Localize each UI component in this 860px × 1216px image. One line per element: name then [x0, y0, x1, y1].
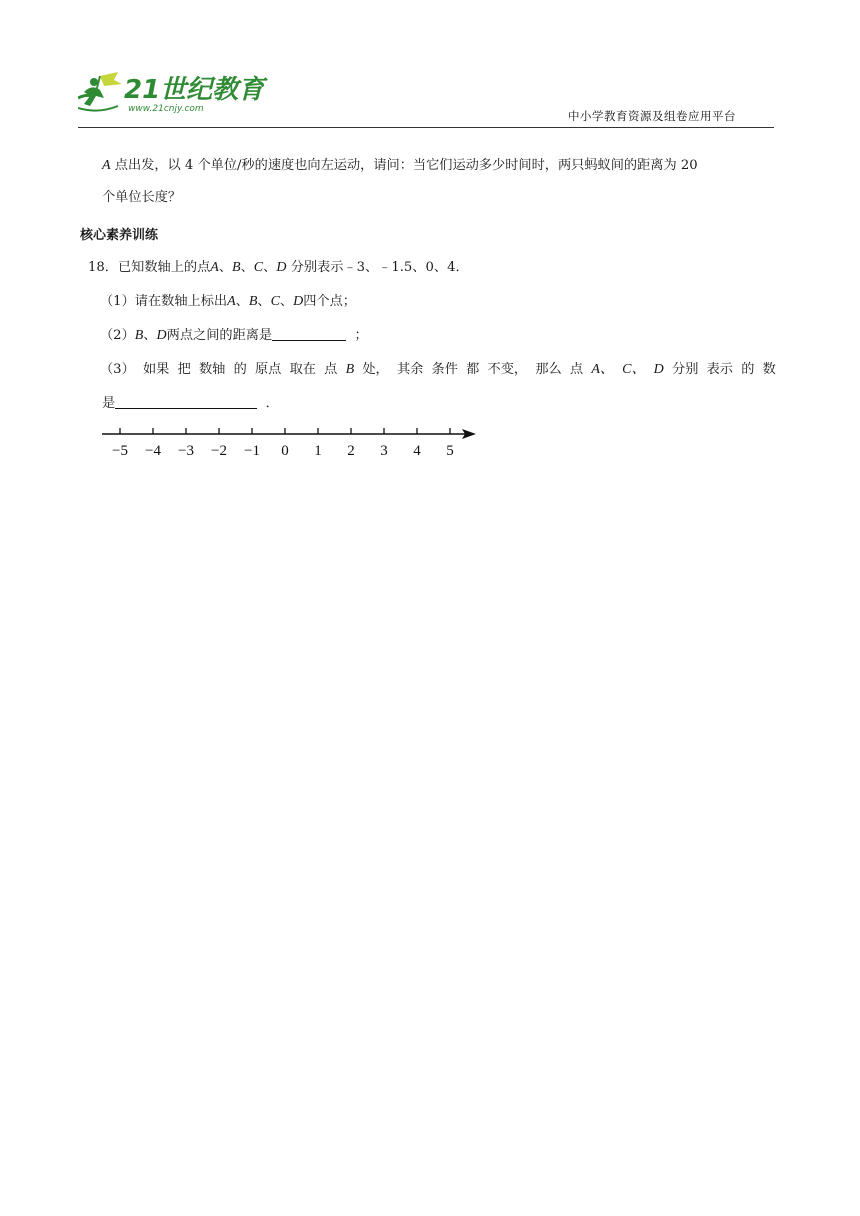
point-label-b: B [232, 260, 241, 275]
part-3-line-1 [100, 360, 776, 380]
point-label-c: C [270, 294, 280, 309]
separator: 、 [257, 294, 271, 309]
part-3-word: （3） [100, 362, 135, 377]
part-2-num: （2） [100, 328, 135, 343]
part-3-word: 的 [233, 362, 247, 377]
part-3-word: 的 [741, 362, 755, 377]
point-label-d: D [156, 328, 167, 343]
part-2-text: 两点之间的距离是 [166, 328, 273, 343]
point-label-c: C [253, 260, 264, 275]
question-number: 18． [88, 260, 118, 275]
point-label-d: D [293, 294, 304, 309]
separator: 、 [263, 260, 277, 275]
header-divider [78, 127, 774, 128]
point-label-a: A [227, 294, 236, 309]
section-heading: 核心素养训练 [80, 228, 159, 243]
part-2-end: ； [354, 328, 368, 343]
tick-label: 2 [347, 443, 355, 459]
part-3-word: 取在 [289, 362, 316, 377]
part-3-word: 处， [362, 362, 389, 377]
tick-label: 0 [281, 443, 289, 459]
part-3-word: 分别 [672, 362, 699, 377]
stem-values: 分别表示﹣3、﹣1.5、0、4． [286, 260, 469, 275]
point-label-b: B [248, 294, 258, 309]
part-3-word: 数 [762, 362, 776, 377]
part-1-end: 四个点； [303, 294, 356, 309]
tick-label: −2 [211, 443, 227, 459]
tick-label: −4 [145, 443, 161, 459]
part-2 [100, 326, 368, 346]
stem-text: 已知数轴上的点 [117, 260, 211, 275]
part-3-word: 把 [177, 362, 191, 377]
tick-label: 1 [314, 443, 322, 459]
tick-label: −5 [112, 443, 128, 459]
part-3-line-2 [102, 394, 279, 414]
continuation-text-1: 点出发，以 4 个单位/秒的速度也向左运动，请问：当它们运动多少时间时，两只蚂蚁间的距离为 20 [110, 158, 698, 173]
point-label-d: D [276, 260, 287, 275]
part-3-word: 不变， [487, 362, 528, 377]
part-3-end: ． [265, 396, 279, 411]
svg-text:21世纪教育: 21世纪教育 [124, 75, 265, 105]
svg-text:www.21cnjy.com: www.21cnjy.com [128, 104, 204, 114]
part-1 [100, 292, 356, 312]
point-label-a: A [102, 158, 111, 173]
page-header [78, 68, 774, 128]
separator: 、 [143, 328, 157, 343]
continuation-line-2: 个单位长度？ [102, 190, 182, 205]
tick-label: 3 [380, 443, 388, 459]
tick-label: −3 [178, 443, 194, 459]
part-3-word: 原点 [254, 362, 282, 377]
part-3-word: 那么 [535, 362, 562, 377]
answer-blank[interactable] [115, 394, 257, 409]
separator: 、 [240, 260, 254, 275]
tick-label: −1 [244, 443, 260, 459]
part-3-word: D [653, 362, 664, 377]
part-3-text: 是 [102, 396, 116, 411]
part-3-word: A、 [591, 362, 614, 377]
separator: 、 [279, 294, 294, 309]
part-3-word: 表示 [706, 362, 733, 377]
continuation-line-1 [102, 156, 698, 176]
part-3-word: 点 [324, 362, 338, 377]
part-3-word: 其余 [396, 362, 424, 377]
part-3-word: 如果 [142, 362, 170, 377]
platform-name: 中小学教育资源及组卷应用平台 [568, 109, 736, 123]
tick-label: 4 [413, 443, 421, 459]
part-3-word: 数轴 [198, 362, 226, 377]
part-3-word: 条件 [431, 362, 458, 377]
separator: 、 [218, 260, 233, 275]
separator: 、 [235, 294, 249, 309]
number-line [100, 424, 480, 468]
question-18-stem [88, 258, 469, 278]
point-label-b: B [134, 328, 144, 343]
part-3-word: 都 [466, 362, 480, 377]
part-3-word: B [345, 362, 355, 377]
part-3-word: C、 [622, 362, 646, 377]
logo [78, 68, 268, 112]
tick-label: 5 [446, 443, 454, 459]
part-3-word: 点 [569, 362, 584, 377]
number-line-svg [100, 424, 480, 464]
logo-runner-icon [78, 68, 268, 114]
answer-blank[interactable] [272, 326, 346, 341]
part-1-text: （1）请在数轴上标出 [100, 294, 228, 309]
point-label-a: A [210, 260, 219, 275]
